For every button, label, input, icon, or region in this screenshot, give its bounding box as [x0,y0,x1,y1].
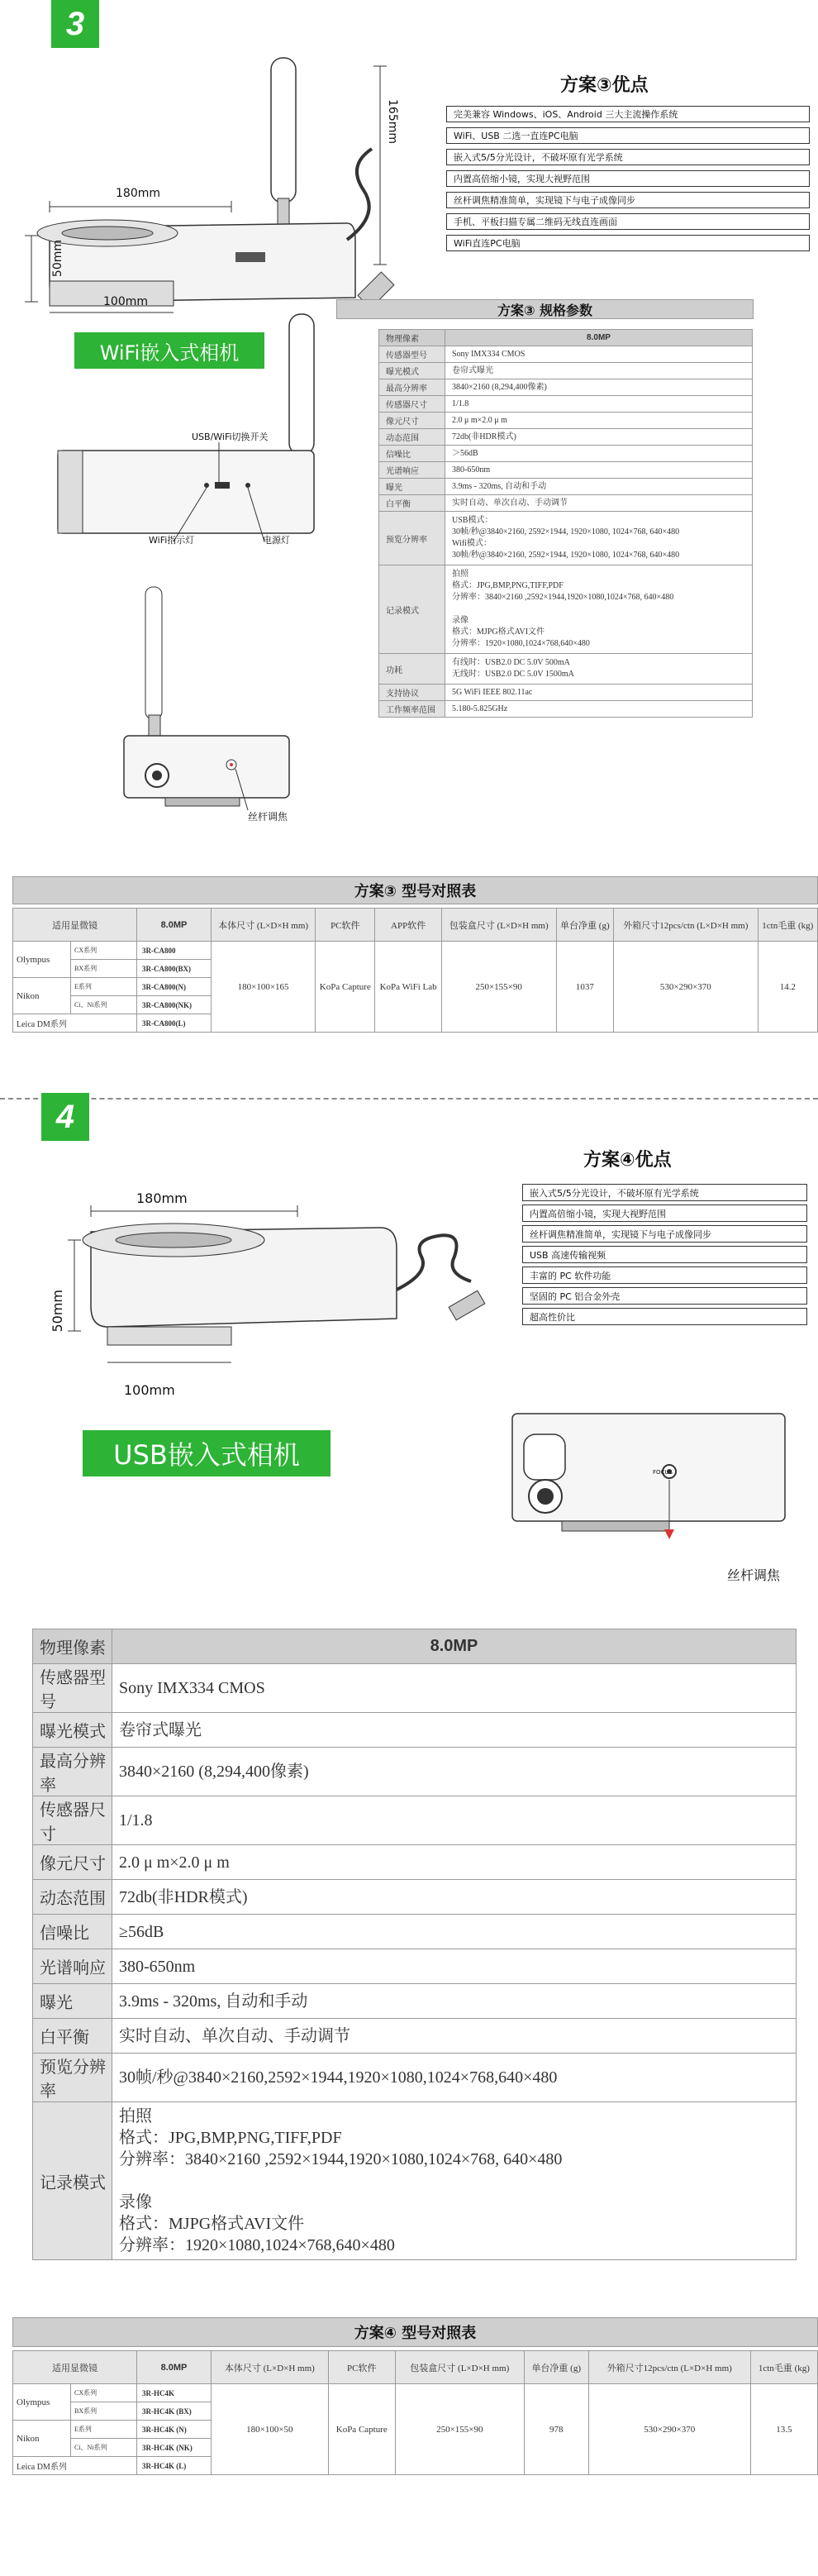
spec-key: 白平衡 [33,2019,112,2054]
model-code-cell: 3R-HC4K (NK) [137,2439,212,2457]
spec-value: 5G WiFi IEEE 802.11ac [445,685,753,701]
model-header-row [13,2351,818,2384]
series-cell: E系列 [71,2421,137,2439]
series-cell: CX系列 [71,2384,137,2402]
spec-value: 30帧/秒@3840×2160,2592×1944,1920×1080,1024×768,640×480 [112,2054,797,2102]
spec-value-line: 有线时：USB2.0 DC 5.0V 500mA [452,658,570,667]
spec-value: 380-650nm [112,1949,797,1984]
spec-row [379,512,753,565]
spec-value-line: 分辨率：1920×1080,1024×768,640×480 [452,639,590,648]
model-header-cell: 外箱尺寸12pcs/ctn (L×D×H mm) [614,909,759,942]
spec-value: 实时自动、单次自动、手动调节 [112,2019,797,2054]
s3-advantage-item: 内置高倍缩小镜，实现大视野范围 [446,170,810,187]
s4-advantages-title: 方案④优点 [583,1150,672,1171]
model-weight-cell: 1037 [556,942,614,1033]
spec-value-line: 格式：JPG,BMP,PNG,TIFF,PDF [119,2129,342,2147]
spec-row [379,685,753,701]
s3-side-view-drawing [116,570,331,835]
spec-key: 白平衡 [379,495,445,512]
spec-row [33,1984,797,2019]
section-4-badge [41,1093,89,1141]
spec-value [445,565,753,654]
spec-key: 最高分辨率 [33,1748,112,1796]
series-cell: Ci、Ni系列 [71,996,137,1014]
spec-key: 支持协议 [379,685,445,701]
series-cell: BX系列 [71,960,137,978]
model-code-cell: 3R-CA800(L) [137,1014,212,1033]
model-header-cell: 本体尺寸 (L×D×H mm) [212,909,316,942]
s3-width-dimension: 180mm [116,187,160,200]
model-code-cell: 3R-HC4K (N) [137,2421,212,2439]
section-4-number: 4 [55,1098,75,1135]
s3-model-title: 方案③ 型号对照表 [12,876,818,904]
spec-row [33,1748,797,1796]
spec-value: 2.0 μ m×2.0 μ m [112,1845,797,1880]
spec-key: 光谱响应 [33,1949,112,1984]
model-gross-cell: 14.2 [758,942,817,1033]
spec-row [33,1796,797,1845]
spec-value: 380-650nm [445,462,753,479]
model-code-cell: 3R-HC4K [137,2384,212,2402]
spec-value: ≥56dB [112,1915,797,1949]
spec-value: ＞56dB [445,446,753,462]
spec-value: 72db(非HDR模式) [445,429,753,446]
spec-row [33,2019,797,2054]
model-header-cell: 本体尺寸 (L×D×H mm) [212,2351,329,2384]
s3-spec-table [378,329,753,718]
spec-value: 卷帘式曝光 [445,363,753,379]
spec-value-line: USB模式： [452,516,493,525]
model-header-cell: 单台净重 (g) [524,2351,588,2384]
s4-spec-table [32,1629,797,2260]
model-carton-cell: 530×290×370 [614,942,759,1033]
s4-advantage-item: 坚固的 PC 铝合金外壳 [522,1287,807,1305]
model-header-cell: 适用显微镜 [13,2351,137,2384]
spec-key: 传感器型号 [379,346,445,363]
model-header-cell: APP软件 [375,909,441,942]
s3-dimension-drawing [17,50,405,314]
spec-value-line: Wifi模式： [452,539,492,548]
model-header-cell: 1ctn毛重 (kg) [750,2351,817,2384]
spec-row [33,1880,797,1915]
spec-key: 最高分辨率 [379,379,445,396]
spec-value-line: 分辨率：1920×1080,1024×768,640×480 [119,2236,395,2254]
s4-height-small-dimension: 50mm [50,1290,65,1333]
spec-value: 3840×2160 (8,294,400像素) [445,379,753,396]
s4-advantage-item: 超高性价比 [522,1308,807,1325]
model-weight-cell: 978 [524,2384,588,2475]
spec-row [379,363,753,379]
series-cell: E系列 [71,978,137,996]
s3-height-total-dimension: 165mm [386,99,399,144]
brand-cell: Leica DM系列 [13,2457,137,2475]
spec-key: 功耗 [379,654,445,685]
s4-focus-text: FOCUS [653,1469,673,1476]
spec-row [33,2102,797,2260]
spec-value-line [119,2170,796,2192]
model-gross-cell: 13.5 [750,2384,817,2475]
model-app-cell: KoPa WiFi Lab [375,942,441,1033]
s3-callout-focus: 丝杆调焦 [248,811,288,823]
section-3-number: 3 [65,5,85,42]
spec-header-row [379,330,753,346]
series-cell: Ci、Ni系列 [71,2439,137,2457]
spec-row [33,1664,797,1713]
model-row [13,942,818,960]
model-pc-cell: KoPa Capture [316,942,375,1033]
s3-callout-power-led: 电源灯 [263,535,290,546]
s4-product-label: USB嵌入式相机 [83,1430,331,1476]
spec-key: 光谱响应 [379,462,445,479]
spec-key: 传感器尺寸 [33,1796,112,1845]
spec-value: 8.0MP [112,1629,797,1664]
s3-advantage-item: 完美兼容 Windows、iOS、Android 三大主流操作系统 [446,106,810,122]
spec-key: 工作频率范围 [379,701,445,718]
spec-value [112,2102,797,2260]
model-carton-cell: 530×290×370 [588,2384,750,2475]
spec-row [379,429,753,446]
spec-value: 3.9ms - 320ms, 自动和手动 [112,1984,797,2019]
model-code-cell: 3R-CA800(BX) [137,960,212,978]
spec-key: 物理像素 [33,1629,112,1664]
spec-key: 预览分辨率 [379,512,445,565]
model-header-cell: 包装盒尺寸 (L×D×H mm) [441,909,556,942]
model-code-cell: 3R-CA800 [137,942,212,960]
spec-value-line: 格式：MJPG格式AVI文件 [452,627,545,637]
spec-key: 信噪比 [379,446,445,462]
s4-width-dimension: 180mm [136,1190,188,1206]
s3-depth-dimension: 100mm [103,295,148,308]
s4-dimension-drawing [33,1166,496,1422]
spec-key: 预览分辨率 [33,2054,112,2102]
spec-value-line: 格式：MJPG格式AVI文件 [119,2215,305,2233]
model-code-cell: 3R-HC4K (BX) [137,2402,212,2421]
series-cell: CX系列 [71,942,137,960]
s3-model-table [12,908,818,1033]
model-row [13,2384,818,2402]
section-divider [0,1098,818,1100]
spec-value-line: 30帧/秒@3840×2160, 2592×1944, 1920×1080, 1024×768, 640×480 [452,527,680,537]
model-code-cell: 3R-CA800(N) [137,978,212,996]
spec-row [379,479,753,495]
model-body-cell: 180×100×165 [212,942,316,1033]
model-header-cell: 8.0MP [137,909,212,942]
brand-cell: Nikon [13,2421,71,2457]
s4-advantage-item: 内置高倍缩小镜，实现大视野范围 [522,1205,807,1222]
spec-row [379,446,753,462]
spec-value [445,512,753,565]
spec-key: 动态范围 [379,429,445,446]
s3-advantage-item: 丝杆调焦精准简单，实现镜下与电子成像同步 [446,192,810,208]
spec-row [33,1915,797,1949]
spec-value: Sony IMX334 CMOS [445,346,753,363]
spec-value: Sony IMX334 CMOS [112,1664,797,1713]
model-code-cell: 3R-CA800(NK) [137,996,212,1014]
s4-advantage-item: USB 高速传输视频 [522,1246,807,1263]
spec-key: 曝光 [379,479,445,495]
s4-model-title: 方案④ 型号对照表 [12,2317,818,2347]
brand-cell: Olympus [13,942,71,978]
brand-cell: Leica DM系列 [13,1014,137,1033]
model-header-cell: 1ctn毛重 (kg) [758,909,817,942]
s3-advantage-item: 手机、平板扫描专属二维码无线直连画面 [446,213,810,230]
brand-cell: Nikon [13,978,71,1014]
spec-value-line: 无线时：USB2.0 DC 5.0V 1500mA [452,670,574,679]
s4-callout-focus: 丝杆调焦 [727,1567,781,1583]
spec-key: 像元尺寸 [33,1845,112,1880]
spec-row [33,2054,797,2102]
s3-height-small-dimension: 50mm [51,240,64,278]
spec-value: 8.0MP [445,330,753,346]
model-header-cell: 8.0MP [137,2351,212,2384]
spec-value: 72db(非HDR模式) [112,1880,797,1915]
spec-value [445,654,753,685]
s4-advantage-item: 丰富的 PC 软件功能 [522,1267,807,1284]
model-pc-cell: KoPa Capture [328,2384,395,2475]
model-header-row [13,909,818,942]
spec-value: 卷帘式曝光 [112,1713,797,1748]
spec-row [379,413,753,429]
s3-advantages-title: 方案③优点 [560,75,649,96]
series-cell: BX系列 [71,2402,137,2421]
spec-key: 动态范围 [33,1880,112,1915]
model-header-cell: PC软件 [328,2351,395,2384]
s3-advantage-item: 嵌入式5/5分光设计，不破坏原有光学系统 [446,149,810,165]
spec-row [379,346,753,363]
spec-row [33,1845,797,1880]
spec-header-row [33,1629,797,1664]
spec-value: 3.9ms - 320ms, 自动和手动 [445,479,753,495]
spec-key: 传感器尺寸 [379,396,445,413]
model-header-cell: 单台净重 (g) [556,909,614,942]
model-body-cell: 180×100×50 [212,2384,329,2475]
model-header-cell: PC软件 [316,909,375,942]
spec-value-line: 分辨率：3840×2160 ,2592×1944,1920×1080,1024×768, 640×480 [119,2150,563,2168]
spec-key: 记录模式 [379,565,445,654]
spec-value: 5.180-5.825GHz [445,701,753,718]
spec-key: 记录模式 [33,2102,112,2260]
spec-key: 曝光模式 [379,363,445,379]
spec-value-line: 录像 [119,2193,152,2211]
spec-row [379,379,753,396]
spec-key: 像元尺寸 [379,413,445,429]
spec-row [379,701,753,718]
spec-value: 1/1.8 [112,1796,797,1845]
brand-cell: Olympus [13,2384,71,2421]
section-3-badge [51,0,99,48]
spec-value: 2.0 μ m×2.0 μ m [445,413,753,429]
s4-depth-dimension: 100mm [124,1382,175,1398]
model-box-cell: 250×155×90 [395,2384,524,2475]
spec-value-line: 30帧/秒@3840×2160, 2592×1944, 1920×1080, 1024×768, 640×480 [452,551,680,560]
spec-row [379,565,753,654]
model-header-cell: 包装盒尺寸 (L×D×H mm) [395,2351,524,2384]
model-header-cell: 适用显微镜 [13,909,137,942]
model-code-cell: 3R-HC4K (L) [137,2457,212,2475]
s4-advantage-item: 嵌入式5/5分光设计，不破坏原有光学系统 [522,1184,807,1201]
spec-value-line [452,603,752,615]
spec-row [33,1949,797,1984]
spec-key: 物理像素 [379,330,445,346]
s3-advantage-item: WiFi、USB 二选一直连PC电脑 [446,127,810,144]
spec-key: 信噪比 [33,1915,112,1949]
model-box-cell: 250×155×90 [441,942,556,1033]
s3-callout-switch: USB/WiFi切换开关 [192,432,269,442]
s4-advantage-item: 丝杆调焦精准简单，实现镜下与电子成像同步 [522,1225,807,1243]
spec-value-line: 拍照 [452,570,468,579]
s3-callout-wifi-led: WiFi指示灯 [149,535,195,546]
spec-key: 传感器型号 [33,1664,112,1713]
s3-advantage-item: WiFi直连PC电脑 [446,235,810,251]
spec-value: 实时自动、单次自动、手动调节 [445,495,753,512]
spec-row [379,495,753,512]
model-header-cell: 外箱尺寸12pcs/ctn (L×D×H mm) [588,2351,750,2384]
s3-spec-title: 方案③ 规格参数 [336,299,754,319]
spec-key: 曝光模式 [33,1713,112,1748]
spec-row [33,1713,797,1748]
spec-value-line: 分辨率：3840×2160 ,2592×1944,1920×1080,1024×768, 640×480 [452,593,674,602]
spec-value-line: 录像 [452,616,468,625]
s4-model-table [12,2350,818,2475]
s4-front-view-drawing [504,1405,801,1554]
spec-row [379,396,753,413]
spec-row [379,654,753,685]
s3-front-view-drawing [50,306,322,554]
spec-row [379,462,753,479]
spec-value-line: 拍照 [119,2107,152,2125]
spec-value-line: 格式：JPG,BMP,PNG,TIFF,PDF [452,581,564,590]
spec-value: 1/1.8 [445,396,753,413]
spec-value: 3840×2160 (8,294,400像素) [112,1748,797,1796]
spec-key: 曝光 [33,1984,112,2019]
s3-product-label: WiFi嵌入式相机 [74,332,264,369]
